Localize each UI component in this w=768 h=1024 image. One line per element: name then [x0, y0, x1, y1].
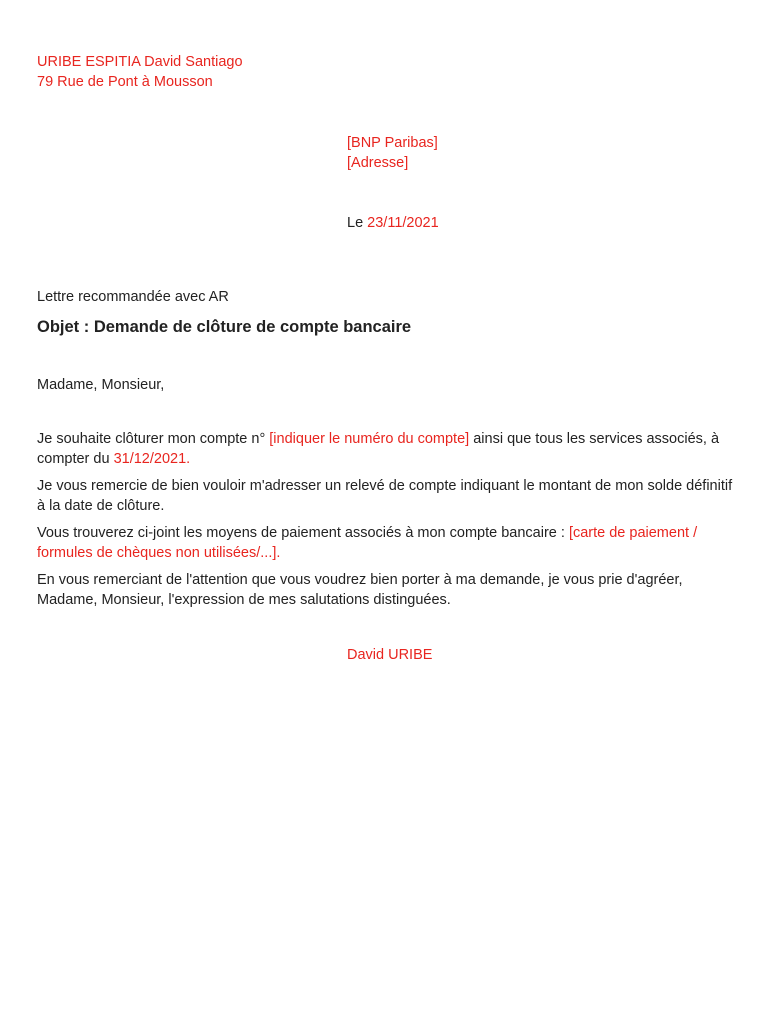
paragraph-text: ainsi que tous les services associés, à compter du — [37, 431, 720, 467]
date-value: 23/11/2021 — [367, 215, 439, 231]
closure-date: 31/12/2021. — [113, 451, 191, 467]
recipient-block — [347, 133, 438, 173]
paragraph-closing: En vous remerciant de l'attention que vous voudrez bien porter à ma demande, je vous prie d'agréer, Madame, Monsieur, l'expression de mes salutations distinguées. — [37, 572, 683, 608]
sender-block — [37, 52, 243, 92]
paragraph-text: Vous trouverez ci-joint les moyens de paiement associés à mon compte bancaire : — [37, 525, 569, 541]
letter-body — [37, 429, 737, 617]
paragraph-closure — [37, 429, 737, 469]
account-number-placeholder: [indiquer le numéro du compte] — [269, 431, 470, 447]
salutation: Madame, Monsieur, — [37, 377, 165, 393]
sender-address: 79 Rue de Pont à Mousson — [37, 74, 213, 90]
paragraph-enclosures — [37, 523, 737, 563]
date-line — [347, 213, 439, 233]
paragraph-text: Je souhaite clôturer mon compte n° — [37, 431, 270, 447]
recipient-bank: [BNP Paribas] — [347, 135, 438, 151]
paragraph-statement: Je vous remercie de bien vouloir m'adresser un relevé de compte indiquant le montant de mon solde définitif à la date de clôture. — [37, 478, 733, 514]
date-prefix: Le — [347, 215, 368, 231]
subject-line: Objet : Demande de clôture de compte bancaire — [37, 318, 412, 336]
recipient-address: [Adresse] — [347, 155, 409, 171]
sender-name: URIBE ESPITIA David Santiago — [37, 54, 243, 70]
signature: David URIBE — [347, 647, 433, 663]
payment-means-placeholder: [carte de paiement / formules de chèques non utilisées/...]. — [37, 525, 698, 561]
delivery-mode: Lettre recommandée avec AR — [37, 289, 229, 305]
